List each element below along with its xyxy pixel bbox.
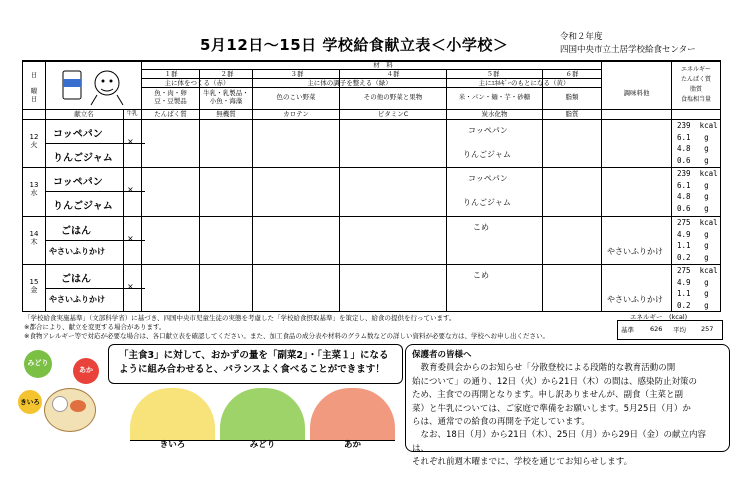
- seasoning-label: 調味料他: [623, 89, 650, 97]
- nutrient-4: ビタミンC: [377, 110, 409, 118]
- milk-mark: ×: [127, 282, 134, 291]
- menu-item: りんごジャム: [53, 153, 113, 164]
- red-group-label: あか: [343, 440, 361, 450]
- milk-mark: ×: [127, 137, 134, 146]
- green-group-foods-icon: [220, 388, 305, 440]
- g2-foods: 牛乳・乳製品・ 小魚・海藻: [203, 89, 249, 105]
- milk-mascot-icon: [57, 63, 137, 107]
- green-group-label: 主に体の調子を整える（緑）: [307, 79, 392, 87]
- rice-bowl-icon: [52, 396, 68, 412]
- nutrition-values: 275 kcal 4.9 g 1.1 g 0.2 g: [677, 218, 718, 262]
- g5-item: りんごジャム: [463, 150, 511, 159]
- row-weekday: 金: [30, 286, 38, 294]
- red-group-foods-icon: [310, 388, 395, 440]
- energy-summary: [617, 320, 723, 340]
- g1-foods: 魚・肉・卵 豆・豆製品: [154, 89, 187, 105]
- g5-item: こめ: [473, 223, 489, 232]
- group-2-label: ２群: [220, 70, 234, 78]
- group-4-label: ４群: [386, 70, 400, 78]
- average-value: 257: [701, 325, 714, 333]
- g6-foods: 脂類: [565, 93, 579, 101]
- nutrient-3: カロテン: [283, 110, 309, 118]
- menu-item: ごはん: [61, 226, 91, 237]
- notice-line: らは、通常での給食の再開を予定しています。: [412, 417, 590, 428]
- nutrition-header: エネルギー たんぱく質 脂質 食塩相当量: [680, 66, 711, 103]
- notice-line: それぞれ前週木曜までに、学校を通じてお知らせします。: [412, 457, 633, 468]
- meal-illustration: [18, 348, 103, 448]
- fiscal-year: 令和２年度: [560, 32, 603, 42]
- g3-foods: 色のこい野菜: [276, 93, 316, 101]
- nutrition-values: 239 kcal 6.1 g 4.8 g 0.6 g: [677, 121, 718, 165]
- notice-line: 始について」の通り、12日（火）から21日（木）の間は、感染防止対策の: [412, 376, 697, 387]
- nutrient-6: 脂質: [565, 110, 579, 118]
- menu-table: [22, 60, 721, 312]
- row-date: 12: [29, 133, 39, 141]
- yellow-group-foods-icon: [130, 388, 215, 440]
- g4-foods: その他の野菜と果物: [363, 93, 423, 101]
- menu-item: やさいふりかけ: [49, 247, 105, 256]
- row-weekday: 木: [30, 238, 38, 246]
- balance-message: [108, 344, 403, 384]
- nutrition-values: 275 kcal 4.9 g 1.1 g 0.2 g: [677, 266, 718, 310]
- menu-item: コッペパン: [53, 177, 103, 188]
- row-date: 15: [29, 278, 39, 286]
- g5-foods: 米・パン・麺・芋・砂糖: [458, 93, 531, 101]
- group-3-label: ３群: [290, 70, 304, 78]
- g5-item: りんごジャム: [463, 198, 511, 207]
- energy-label: エネルギー (kcal): [630, 313, 688, 321]
- notice-line: 菜）と牛乳については、ご家庭で準備をお願いします。5月25日（月）か: [412, 403, 691, 414]
- notice-line: 教育委員会からのお知らせ「分散登校による段階的な教育活動の開: [412, 363, 676, 374]
- balance-line-2: ように組み合わせると、バランスよく食べることができます！: [119, 364, 385, 375]
- menu-item: コッペパン: [53, 129, 103, 140]
- average-label: 平均: [673, 326, 686, 334]
- seasoning-item: やさいふりかけ: [607, 295, 663, 304]
- g5-item: コッペパン: [468, 126, 508, 135]
- nutrient-5: 炭水化物: [481, 110, 508, 118]
- materials-label: 材 料: [373, 61, 393, 69]
- note-2: ※都合により、献立を変更する場合があります。: [24, 323, 166, 331]
- page-title: 5月12日～15日 学校給食献立表＜小学校＞: [200, 36, 509, 54]
- green-group-label: みどり: [249, 440, 276, 450]
- menu-item: ごはん: [61, 274, 91, 285]
- notice-line: ため、主食での再開となります。申し訳ありませんが、副食（主菜と副: [412, 390, 683, 401]
- balance-line-1: 「主食3」に対して、おかずの量を「副菜2」・「主菜１」になる: [119, 350, 389, 361]
- seasoning-item: やさいふりかけ: [607, 247, 663, 256]
- parent-notice: [405, 344, 730, 468]
- row-weekday: 火: [30, 141, 38, 149]
- nutrient-1: たんぱく質: [154, 110, 187, 118]
- menu-name-label: 献立名: [74, 110, 94, 118]
- menu-item: りんごジャム: [53, 201, 113, 212]
- group-5-label: ５群: [486, 70, 500, 78]
- group-6-label: ６群: [565, 70, 579, 78]
- meal-tray-icon: [44, 388, 96, 432]
- nutrition-values: 239 kcal 6.1 g 4.8 g 0.6 g: [677, 169, 718, 213]
- g5-item: コッペパン: [468, 174, 508, 183]
- organization-name: 四国中央市立土居学校給食センター: [560, 45, 696, 55]
- row-weekday: 水: [30, 189, 38, 197]
- row-date: 13: [29, 181, 39, 189]
- milk-label: 牛乳: [126, 111, 138, 117]
- notice-line: なお、18日（月）から21日（木）、25日（月）から29日（金）の献立内容は、: [412, 430, 707, 454]
- red-bubble-text: あか: [79, 366, 93, 374]
- note-1: 「学校給食実施基準」（文部科学省）に基づき、四国中央市児童生徒の実態を考慮した「学校給食摂取基準」を策定し、給食の提供を行っています。: [24, 314, 456, 322]
- date-weekday-label: 日 曜 日: [30, 71, 38, 103]
- yellow-bubble-text: きいろ: [20, 398, 40, 406]
- row-date: 14: [29, 230, 39, 238]
- note-3: ※食物アレルギー等で対応が必要な場合は、各口献立表を確認してください。また、加工食品の成分表や材料のグラム数などの詳しい資料が必要な方は、学校へお申し出ください。: [24, 332, 549, 340]
- red-group-label: 主に体をつくる（赤）: [164, 79, 230, 87]
- main-dish-icon: [70, 400, 86, 412]
- notice-title: 保護者の皆様へ: [412, 350, 472, 360]
- nutrient-2: 無機質: [216, 110, 236, 118]
- milk-mark: ×: [127, 185, 134, 194]
- yellow-group-label: きいろ: [159, 440, 186, 450]
- group-1-label: １群: [164, 70, 178, 78]
- menu-item: やさいふりかけ: [49, 295, 105, 304]
- standard-label: 基準: [621, 326, 634, 334]
- yellow-group-label: 主にｴﾈﾙｷﾞｰのもとになる（黄）: [478, 79, 570, 87]
- g5-item: こめ: [473, 271, 489, 280]
- standard-value: 626: [650, 325, 663, 333]
- milk-mark: ×: [127, 234, 134, 243]
- green-bubble-text: みどり: [27, 359, 49, 367]
- food-group-illustrations: [130, 388, 395, 450]
